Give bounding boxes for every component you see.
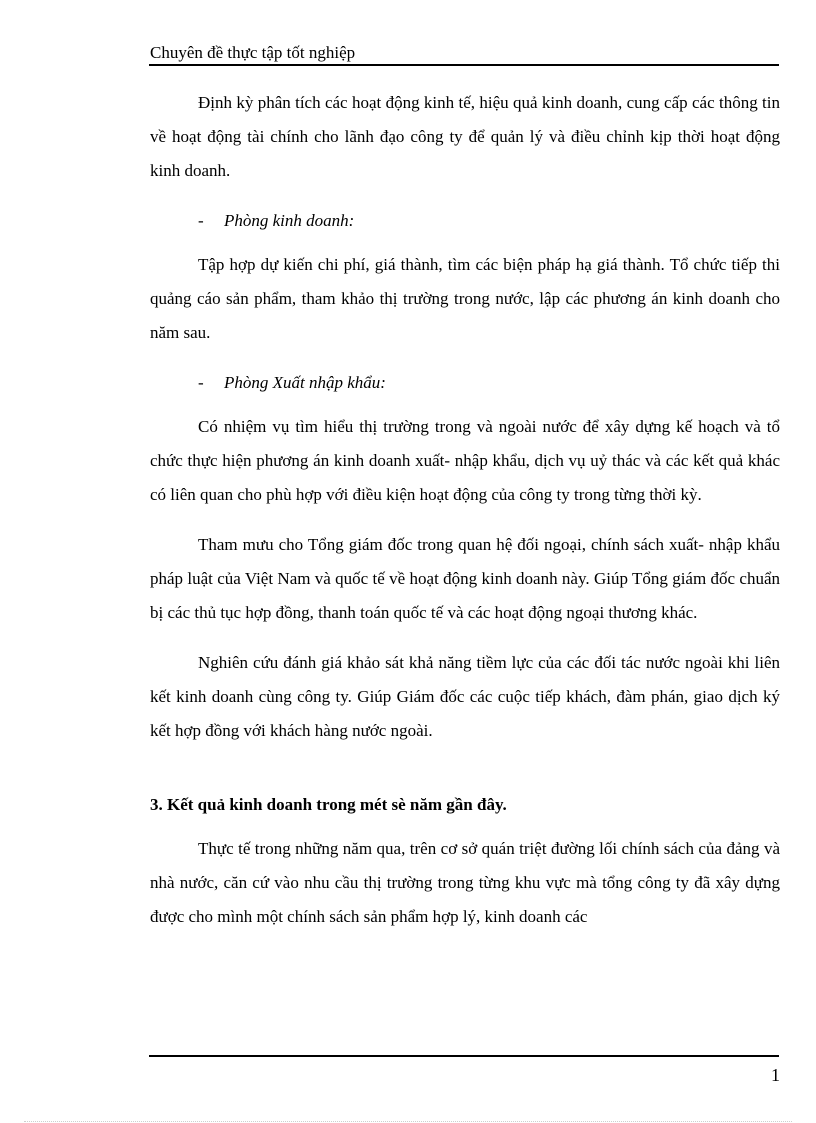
page-number: 1 (771, 1065, 780, 1085)
paragraph-partner-research: Nghiên cứu đánh giá khảo sát khả năng tiềm lực của các đối tác nước ngoài khi liên kết kinh doanh cùng công ty. Giúp Giám đốc các cuộc tiếp khách, đàm phán, giao dịch ký kết hợp đồng với khách hàng nước ngoài. (150, 653, 780, 740)
subheading-import-export-department (150, 366, 780, 400)
paragraph-business-results: Thực tế trong những năm qua, trên cơ sở quán triệt đường lối chính sách của đảng và nhà nước, căn cứ vào nhu cầu thị trường trong từng khu vực mà tổng công ty đã xây dựng được cho mình một chính sách sản phẩm hợp lý, kinh doanh các (150, 839, 780, 926)
document-body (150, 86, 780, 950)
header-divider (149, 64, 779, 66)
paragraph-advisory-role: Tham mưu cho Tổng giám đốc trong quan hệ đối ngoại, chính sách xuất- nhập khẩu pháp luật của Việt Nam và quốc tế về hoạt động kinh doanh này. Giúp Tổng giám đốc chuẩn bị các thủ tục hợp đồng, thanh toán quốc tế và các hoạt động ngoại thương khác. (150, 535, 780, 622)
page-break-dotted-line (24, 1121, 792, 1122)
footer-divider (149, 1055, 779, 1057)
paragraph-import-export-duties: Có nhiệm vụ tìm hiểu thị trường trong và ngoài nước để xây dựng kế hoạch và tổ chức thực hiện phương án kinh doanh xuất- nhập khẩu, dịch vụ uỷ thác và các kết quả khác có liên quan cho phù hợp với điều kiện hoạt động của công ty trong từng thời kỳ. (150, 417, 780, 504)
subheading-label: Phòng kinh doanh: (224, 211, 355, 230)
list-dash: - (198, 373, 204, 392)
list-dash: - (198, 211, 204, 230)
subheading-business-department (150, 204, 780, 238)
paragraph-business-duties: Tập hợp dự kiến chi phí, giá thành, tìm các biện pháp hạ giá thành. Tổ chức tiếp thi quảng cáo sản phẩm, tham khảo thị trường trong nước, lập các phương án kinh doanh cho năm sau. (150, 255, 780, 342)
page-header-title: Chuyên đề thực tập tốt nghiệp (150, 43, 356, 62)
paragraph-financial-analysis: Định kỳ phân tích các hoạt động kinh tế, hiệu quả kinh doanh, cung cấp các thông tin về hoạt động tài chính cho lãnh đạo công ty để quản lý và điều chỉnh kịp thời hoạt động kinh doanh. (150, 93, 780, 180)
section-heading: 3. Kết quả kinh doanh trong mét sè năm gần đây. (150, 795, 507, 814)
subheading-label: Phòng Xuất nhập khẩu: (224, 373, 386, 392)
